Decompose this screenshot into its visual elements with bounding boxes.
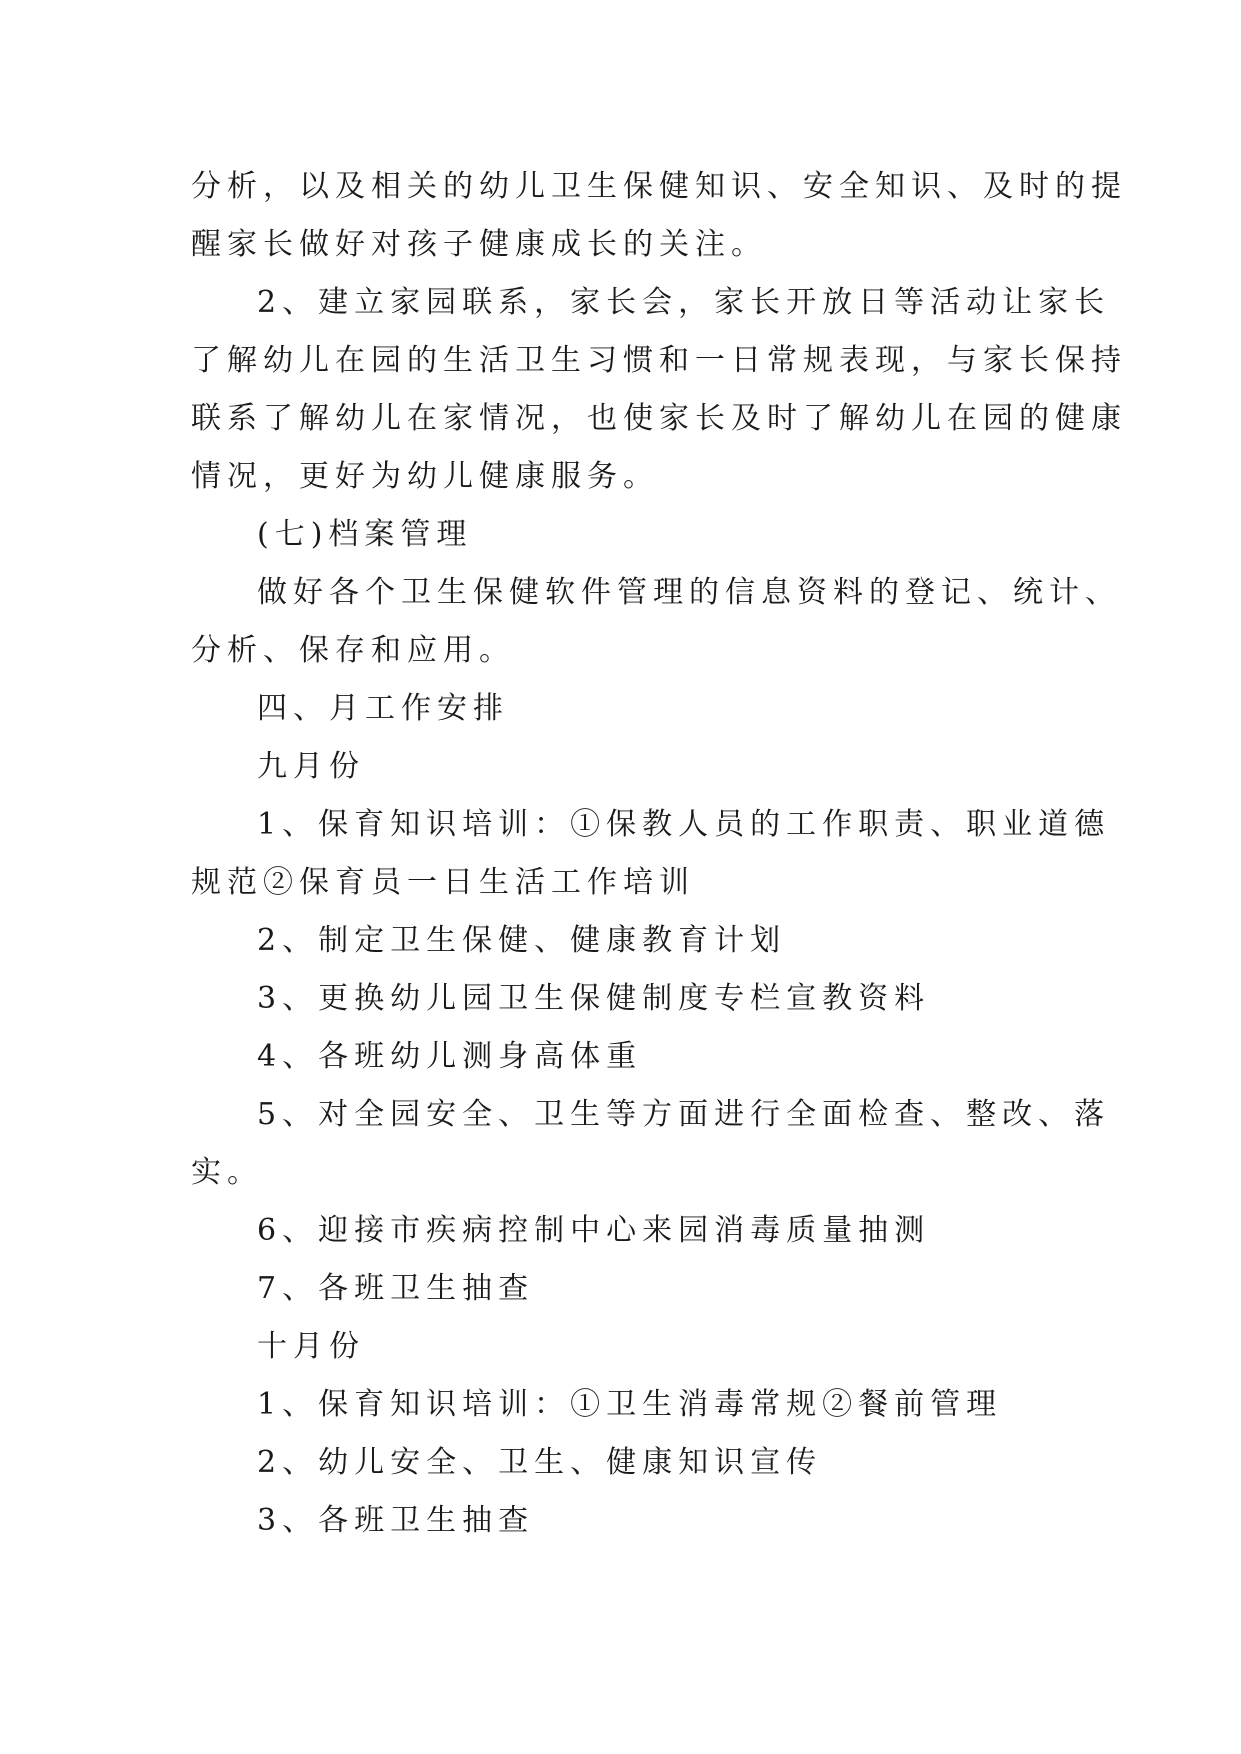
list-item: 4、各班幼儿测身高体重: [257, 1039, 643, 1074]
list-item: 3、各班卫生抽查: [257, 1503, 535, 1538]
paragraph-line: 分析、保存和应用。: [191, 633, 515, 668]
paragraph-line: 分析，以及相关的幼儿卫生保健知识、安全知识、及时的提: [191, 169, 1127, 204]
list-item: 7、各班卫生抽查: [257, 1271, 535, 1306]
paragraph-line: 2、建立家园联系，家长会，家长开放日等活动让家长: [257, 285, 1111, 320]
list-item-continuation: 实。: [191, 1155, 263, 1190]
month-heading: 九月份: [257, 749, 365, 784]
section-heading: 四、月工作安排: [257, 691, 509, 726]
list-item: 3、更换幼儿园卫生保健制度专栏宣教资料: [257, 981, 931, 1016]
list-item: 2、幼儿安全、卫生、健康知识宣传: [257, 1445, 823, 1480]
paragraph-line: 情况，更好为幼儿健康服务。: [191, 459, 659, 494]
paragraph-line: 联系了解幼儿在家情况，也使家长及时了解幼儿在园的健康: [191, 401, 1127, 436]
month-heading: 十月份: [257, 1329, 365, 1364]
document-body: [191, 158, 1127, 1550]
list-item: 1、保育知识培训：①卫生消毒常规②餐前管理: [257, 1387, 1003, 1422]
list-item: 1、保育知识培训：①保教人员的工作职责、职业道德: [257, 807, 1111, 842]
list-item: 2、制定卫生保健、健康教育计划: [257, 923, 787, 958]
paragraph-line: 了解幼儿在园的生活卫生习惯和一日常规表现，与家长保持: [191, 343, 1127, 378]
paragraph-line: 醒家长做好对孩子健康成长的关注。: [191, 227, 767, 262]
list-item-continuation: 规范②保育员一日生活工作培训: [191, 865, 695, 900]
list-item: 5、对全园安全、卫生等方面进行全面检查、整改、落: [257, 1097, 1111, 1132]
section-heading: (七)档案管理: [257, 517, 473, 552]
paragraph-line: 做好各个卫生保健软件管理的信息资料的登记、统计、: [257, 575, 1121, 610]
list-item: 6、迎接市疾病控制中心来园消毒质量抽测: [257, 1213, 931, 1248]
